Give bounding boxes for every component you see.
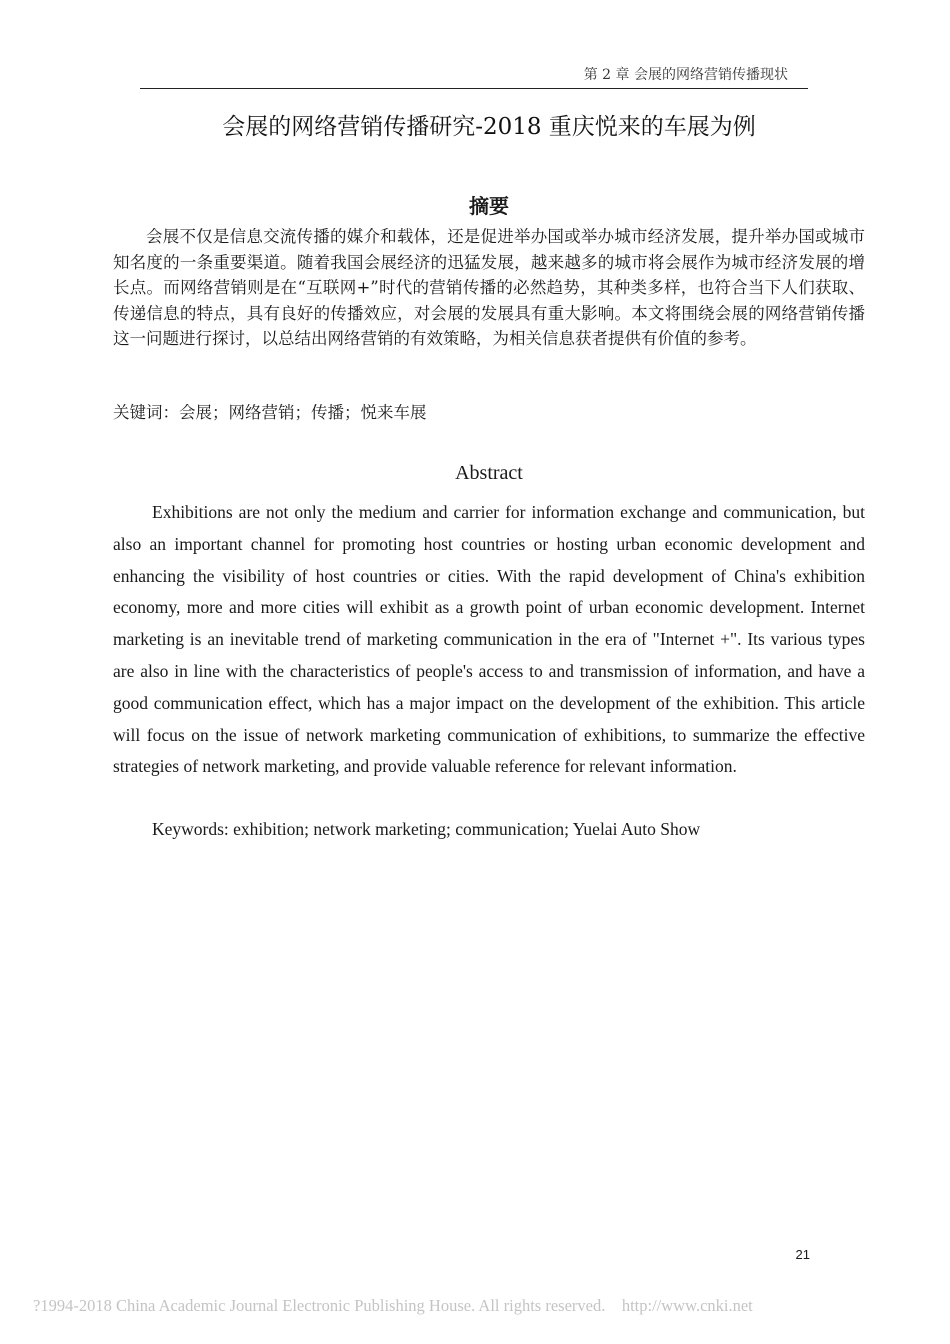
en-keywords: Keywords: exhibition; network marketing; communication; Yuelai Auto Show bbox=[152, 819, 701, 839]
en-abstract-body: Exhibitions are not only the medium and carrier for information exchange and communication, but also an important channel for promoting host countries or hosting urban economic development and enhancing the visibility of host countries or cities. With the rapid development of China's exhibition economy, more and more cities will exhibit as a growth point of urban economic development. Internet marketing is an inevitable trend of marketing communication in the era of "Internet +". Its various types are also in line with the characteristics of people's access to and transmission of information, and have a good communication effect, which has a major impact on the development of the exhibition. This article will focus on the issue of network marketing communication of exhibitions, to summarize the effective strategies of network marketing, and provide valuable reference for relevant information. bbox=[113, 502, 865, 777]
en-abstract-heading: Abstract bbox=[455, 462, 523, 484]
header-rule bbox=[140, 88, 808, 89]
copyright-notice: ?1994-2018 China Academic Journal Electronic Publishing House. All rights reserved. http://www.cnki.net bbox=[33, 1296, 753, 1315]
paper-title: 会展的网络营销传播研究-2018 重庆悦来的车展为例 bbox=[222, 114, 756, 140]
cn-abstract-body: 会展不仅是信息交流传播的媒介和载体，还是促进举办国或举办城市经济发展，提升举办国或城市知名度的一条重要渠道。随着我国会展经济的迅猛发展，越来越多的城市将会展作为城市经济发展的增长点。而网络营销则是在“互联网+”时代的营销传播的必然趋势，其种类多样，也符合当下人们获取、传递信息的特点，具有良好的传播效应，对会展的发展具有重大影响。本文将围绕会展的网络营销传播这一问题进行探讨，以总结出网络营销的有效策略，为相关信息获者提供有价值的参考。 bbox=[113, 227, 865, 348]
page-number: 21 bbox=[795, 1247, 810, 1262]
cn-abstract-heading: 摘要 bbox=[469, 194, 509, 218]
cn-keywords: 关键词：会展；网络营销；传播；悦来车展 bbox=[113, 403, 427, 422]
running-header: 第 2 章 会展的网络营销传播现状 bbox=[583, 67, 788, 83]
